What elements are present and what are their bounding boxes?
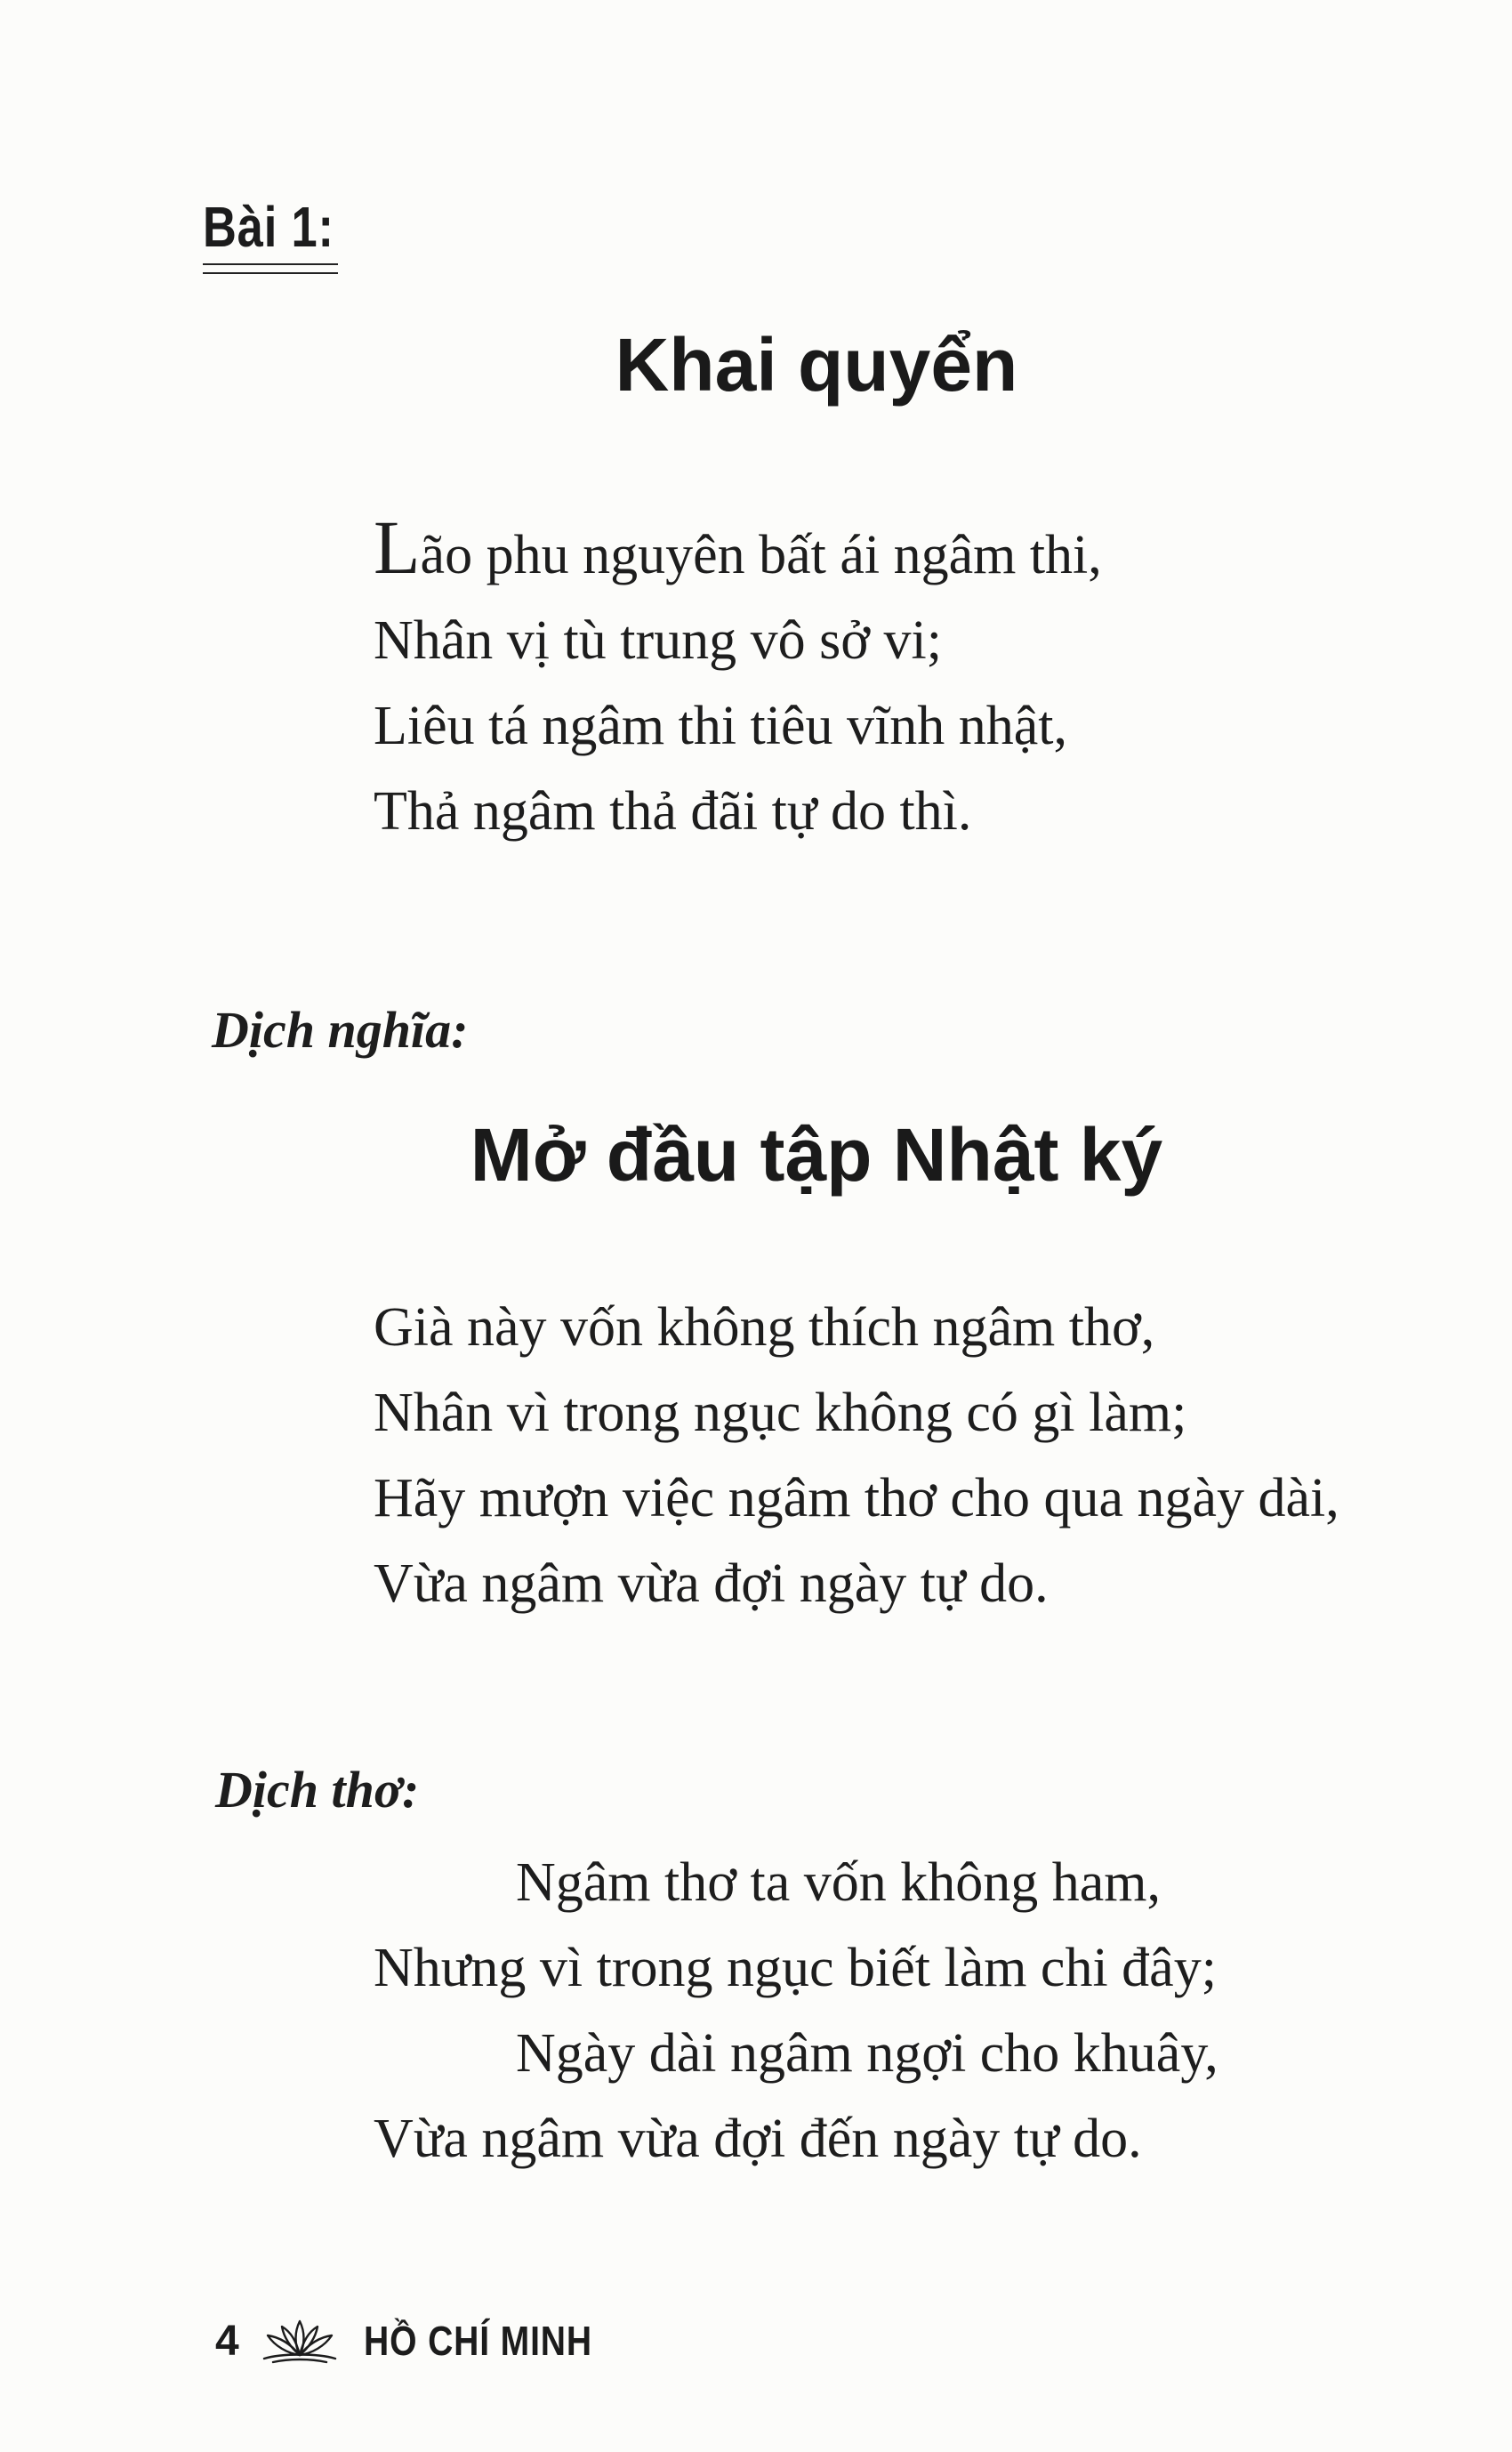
meaning-label: Dịch nghĩa: (212, 1001, 469, 1059)
verse-line: Ngâm thơ ta vốn không ham, (516, 1852, 1162, 1913)
meaning-text (374, 1285, 1339, 1626)
meaning-line: Nhân vì trong ngục không có gì làm; (374, 1383, 1187, 1443)
verse-line: Ngày dài ngâm ngợi cho khuây, (516, 2023, 1218, 2084)
verse-label: Dịch thơ: (215, 1761, 420, 1819)
poem-title: Khai quyển (615, 323, 1018, 407)
translation-title: Mở đầu tập Nhật ký (470, 1113, 1163, 1197)
drop-cap: L (374, 504, 421, 590)
meaning-line: Vừa ngâm vừa đợi ngày tự do. (374, 1553, 1049, 1614)
page-number: 4 (215, 2317, 239, 2365)
poem-line: Liêu tá ngâm thi tiêu vĩnh nhật, (374, 696, 1067, 756)
lotus-icon (255, 2314, 344, 2367)
lesson-underline (203, 263, 338, 274)
author-name: HỒ CHÍ MINH (363, 2318, 592, 2364)
lesson-label: Bài 1: (203, 195, 334, 259)
poem-line: Thả ngâm thả đãi tự do thì. (374, 781, 972, 842)
page-footer (215, 2310, 632, 2372)
verse-line: Vừa ngâm vừa đợi đến ngày tự do. (374, 2109, 1142, 2169)
poem-line: Nhân vị tù trung vô sở vi; (374, 610, 942, 671)
verse-line: Nhưng vì trong ngục biết làm chi đây; (374, 1938, 1217, 1998)
meaning-line: Hãy mượn việc ngâm thơ cho qua ngày dài, (374, 1468, 1339, 1528)
verse-translation (374, 1840, 1218, 2182)
meaning-line: Già này vốn không thích ngâm thơ, (374, 1297, 1155, 1358)
original-poem (374, 504, 1102, 854)
poem-line: Lão phu nguyên bất ái ngâm thi, (374, 504, 1102, 590)
